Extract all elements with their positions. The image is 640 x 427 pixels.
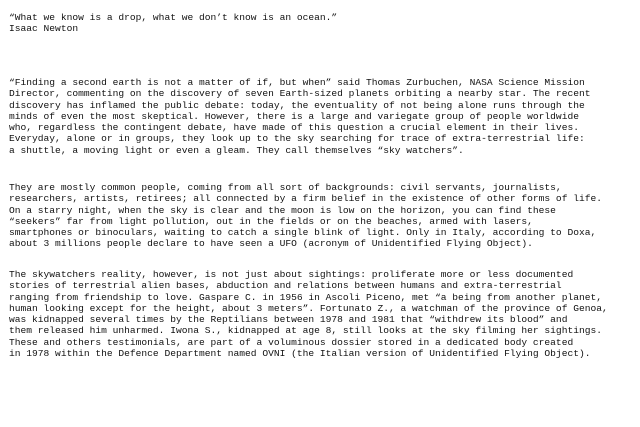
text-line: Director, commenting on the discovery of seven Earth-sized planets orbiting a nearby star. The recent bbox=[9, 88, 591, 100]
text-line: human looking except for the height, about 3 meters”. Fortunato Z., a watchman of the province of Genoa, bbox=[9, 302, 608, 314]
text-line: a shuttle, a moving light or even a gleam. They call themselves “sky watchers”. bbox=[9, 144, 464, 156]
text-line: “seekers” far from light pollution, out in the fields or on the beaches, armed with lasers, bbox=[9, 215, 533, 227]
text-line: who, regardless the contingent debate, have made of this question a crucial element in their lives. bbox=[9, 122, 579, 134]
text-line: stories of terrestrial alien bases, abduction and relations between humans and extra-terrestrial bbox=[9, 280, 562, 292]
paragraph-1 bbox=[9, 77, 635, 156]
text-line: On a starry night, when the sky is clear and the moon is low on the horizon, you can find these bbox=[9, 204, 556, 216]
paragraph-2 bbox=[9, 182, 635, 250]
epigraph-author: Isaac Newton bbox=[9, 23, 79, 35]
text-line: smartphones or binoculars, waiting to catch a single blink of light. Only in Italy, according to Doxa, bbox=[9, 227, 597, 239]
epigraph-quote: “What we know is a drop, what we don’t know is an ocean.” bbox=[9, 12, 338, 23]
paragraph-3 bbox=[9, 269, 635, 359]
text-line: them released him unharmed. Iwona S., kidnapped at age 8, still looks at the sky filming her sightings. bbox=[9, 325, 602, 337]
text-line: These and others testimonials, are part of a voluminous dossier stored in a dedicated body created bbox=[9, 336, 574, 348]
text-line: discovery has inflamed the public debate: today, the eventuality of not being alone runs through the bbox=[9, 99, 585, 111]
text-line: about 3 millions people declare to have seen a UFO (acronym of Unidentified Flying Object). bbox=[9, 238, 533, 250]
text-line: minds of even the most skeptical. However, there is a large and variegate group of people worldwide bbox=[9, 110, 579, 122]
text-line: ranging from friendship to love. Gaspare C. in 1956 in Ascoli Piceno, met “a being from another planet, bbox=[9, 291, 602, 303]
text-line: in 1978 within the Defence Department named OVNI (the Italian version of Unidentified Flying Object). bbox=[9, 348, 591, 360]
text-line: The skywatchers reality, however, is not just about sightings: proliferate more or less documented bbox=[9, 269, 574, 280]
text-line: “Finding a second earth is not a matter of if, but when” said Thomas Zurbuchen, NASA Science Mission bbox=[9, 77, 585, 88]
text-line: Everyday, alone or in groups, they look up to the sky searching for trace of extra-terrestrial life: bbox=[9, 133, 585, 145]
epigraph bbox=[9, 12, 635, 35]
text-line: They are mostly common people, coming from all sort of backgrounds: civil servants, journalists, bbox=[9, 182, 562, 193]
text-line: was kidnapped several times by the Reptilians between 1978 and 1981 that “withdrew its blood” and bbox=[9, 314, 568, 326]
text-line: researchers, artists, retirees; all connected by a firm belief in the existence of other forms of life. bbox=[9, 193, 602, 205]
